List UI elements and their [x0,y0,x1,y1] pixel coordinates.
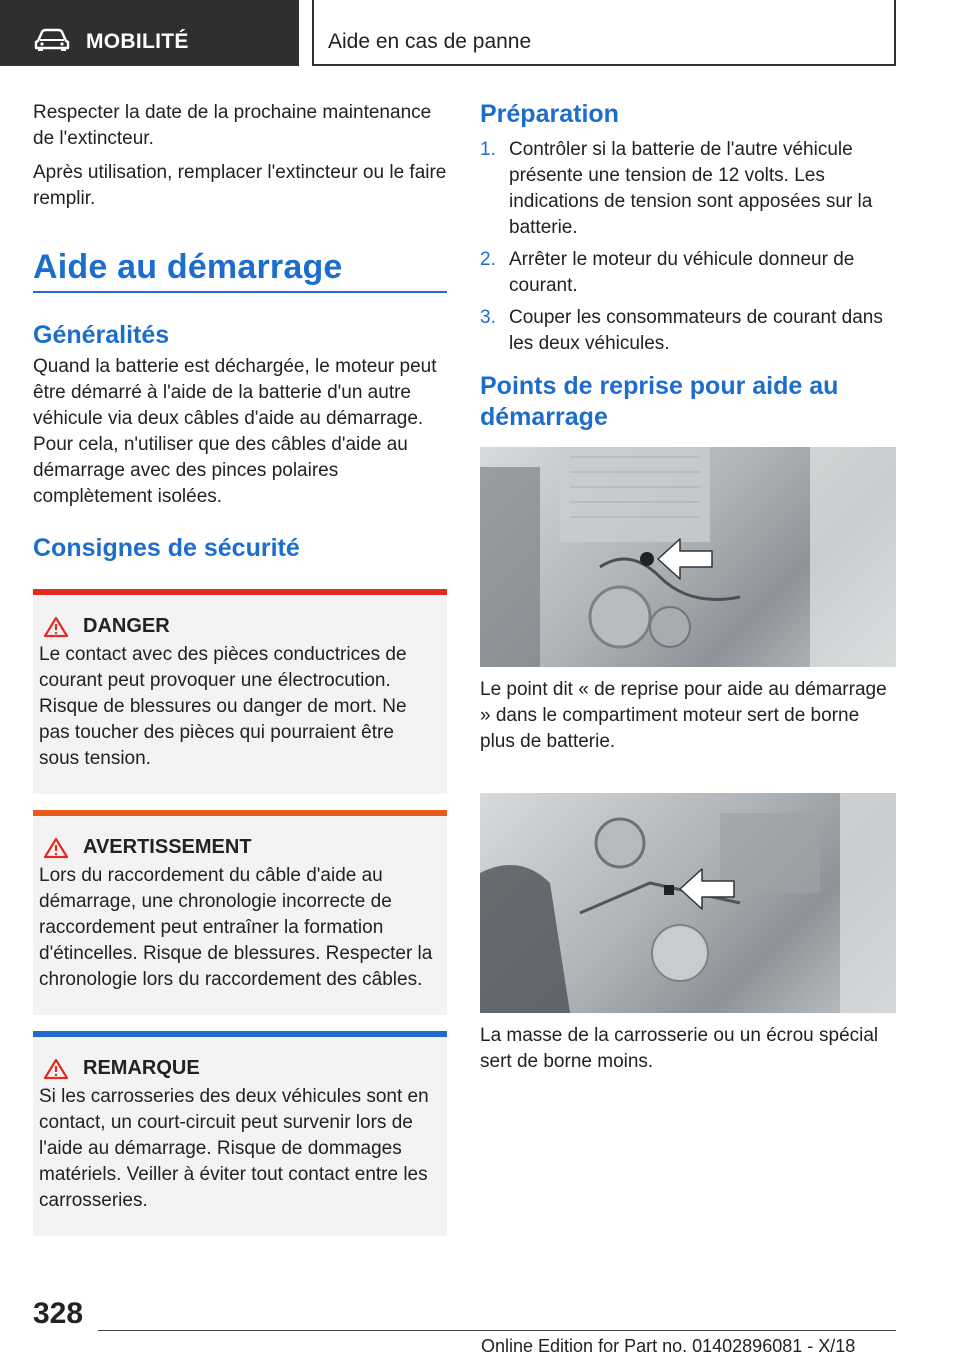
notice-box [33,1031,447,1236]
caption-negative: La masse de la carrosserie ou un écrou spécial sert de borne moins. [480,1025,879,1072]
left-column [33,100,447,1252]
general-heading: Généralités [33,321,170,349]
jump-points-heading: Points de reprise pour aide au démarrage [480,372,839,431]
notice-title: REMARQUE [83,1057,200,1079]
engine-photo-positive [480,447,896,667]
preparation-steps [480,137,896,357]
right-column [480,100,896,1075]
header-section-tab [0,0,299,66]
warning-triangle-icon [43,1058,69,1080]
engine-photo-negative [480,793,896,1013]
danger-box [33,589,447,794]
preparation-heading: Préparation [480,100,619,128]
danger-text: Le contact avec des pièces conductrices de courant peut provoquer une électrocution. Risque de blessures ou danger de mort. Ne pas toucher des pièces qui pourraient être sous tension. [39,644,407,769]
list-item: 1. Contrôler si la batterie de l'autre véhicule présente une tension de 12 volts. Les indications de tension sont apposées sur la batterie. [480,139,873,238]
safety-heading: Consignes de sécurité [33,534,300,562]
section-title: MOBILITÉ [86,30,189,53]
warning-title: AVERTISSEMENT [83,836,252,858]
car-icon [34,27,70,51]
warning-box [33,810,447,1015]
footer-edition: Online Edition for Part no. 01402896081 - X/18 [481,1336,856,1356]
chapter-title: Aide en cas de panne [328,30,532,53]
footer-rule [98,1330,896,1331]
list-item: 2. Arrêter le moteur du véhicule donneur de courant. [480,249,855,296]
general-paragraph: Quand la batterie est déchargée, le moteur peut être démarré à l'aide de la batterie d'un autre véhicule via deux câbles d'aide au démarrage. Pour cela, n'utiliser que des câbles d'aide au démarrage avec des pinces polaires complètement isolées. [33,356,437,507]
list-item: 3. Couper les consommateurs de courant dans les deux véhicules. [480,307,883,354]
intro-paragraph-2: Après utilisation, remplacer l'extincteur ou le faire remplir. [33,162,447,209]
danger-title: DANGER [83,615,170,637]
warning-triangle-icon [43,837,69,859]
main-heading: Aide au démarrage [33,248,447,293]
notice-text: Si les carrosseries des deux véhicules sont en contact, un court-circuit peut survenir lors de l'aide au démarrage. Risque de dommages matériels. Veiller à éviter tout contact entre les carrosseries. [39,1086,429,1211]
caption-positive: Le point dit « de reprise pour aide au démarrage » dans le compartiment moteur sert de borne plus de batterie. [480,679,887,752]
page-number: 328 [33,1297,84,1330]
warning-triangle-icon [43,616,69,638]
intro-paragraph-1: Respecter la date de la prochaine maintenance de l'extincteur. [33,102,432,149]
warning-text: Lors du raccordement du câble d'aide au démarrage, une chronologie incorrecte de raccordement peut entraîner la formation d'étincelles. Risque de blessures. Respecter la chronologie lors du raccordement des câbles. [39,865,433,990]
header-chapter-box [312,0,896,66]
